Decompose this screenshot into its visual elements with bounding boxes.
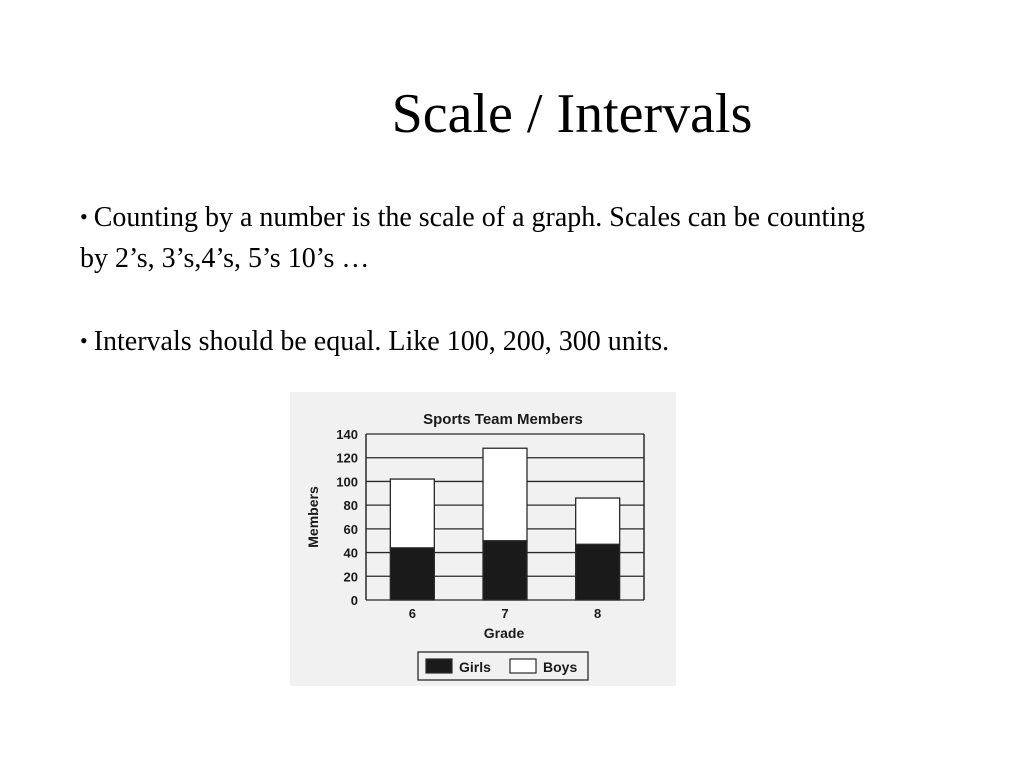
bullet-list [80, 196, 900, 403]
y-tick-label: 100 [336, 474, 358, 490]
y-tick-label: 140 [336, 427, 358, 442]
bullet-item [80, 196, 900, 279]
slide-title: Scale / Intervals [391, 83, 753, 145]
bullet-item [80, 320, 900, 362]
y-tick-label: 120 [336, 450, 358, 466]
x-tick-label: 8 [594, 606, 602, 621]
bar-girls [390, 548, 434, 600]
bullet-text: Counting by a number is the scale of a graph. Scales can be counting by 2’s, 3’s,4’s, 5’s 10’s … [80, 202, 866, 274]
bullet-text: Intervals should be equal. Like 100, 200, 300 units. [93, 326, 670, 357]
legend-label: Girls [459, 659, 491, 675]
y-tick-labels [336, 427, 358, 608]
legend-swatch [510, 659, 536, 673]
y-tick-label: 0 [350, 593, 358, 608]
bars [390, 448, 619, 600]
x-tick-labels [409, 606, 602, 621]
bar-boys [483, 448, 527, 540]
y-tick-label: 40 [343, 545, 358, 561]
legend [418, 652, 588, 680]
x-axis-label: Grade [483, 625, 525, 641]
bar-boys [390, 479, 434, 548]
y-tick-label: 20 [343, 569, 358, 585]
bullet-marker: • [80, 328, 88, 353]
legend-label: Boys [543, 659, 578, 675]
x-tick-label: 6 [408, 606, 416, 621]
legend-swatch [426, 659, 452, 673]
stacked-bar-chart [290, 392, 676, 686]
bar-girls [483, 541, 527, 600]
y-tick-label: 60 [343, 521, 358, 537]
x-tick-label: 7 [501, 606, 509, 621]
y-tick-label: 80 [343, 498, 358, 514]
y-axis-label: Members [305, 486, 321, 548]
bar-girls [576, 544, 620, 600]
chart-title: Sports Team Members [423, 411, 583, 428]
bar-boys [576, 498, 620, 544]
chart-figure [290, 392, 676, 686]
bullet-marker: • [80, 204, 88, 229]
